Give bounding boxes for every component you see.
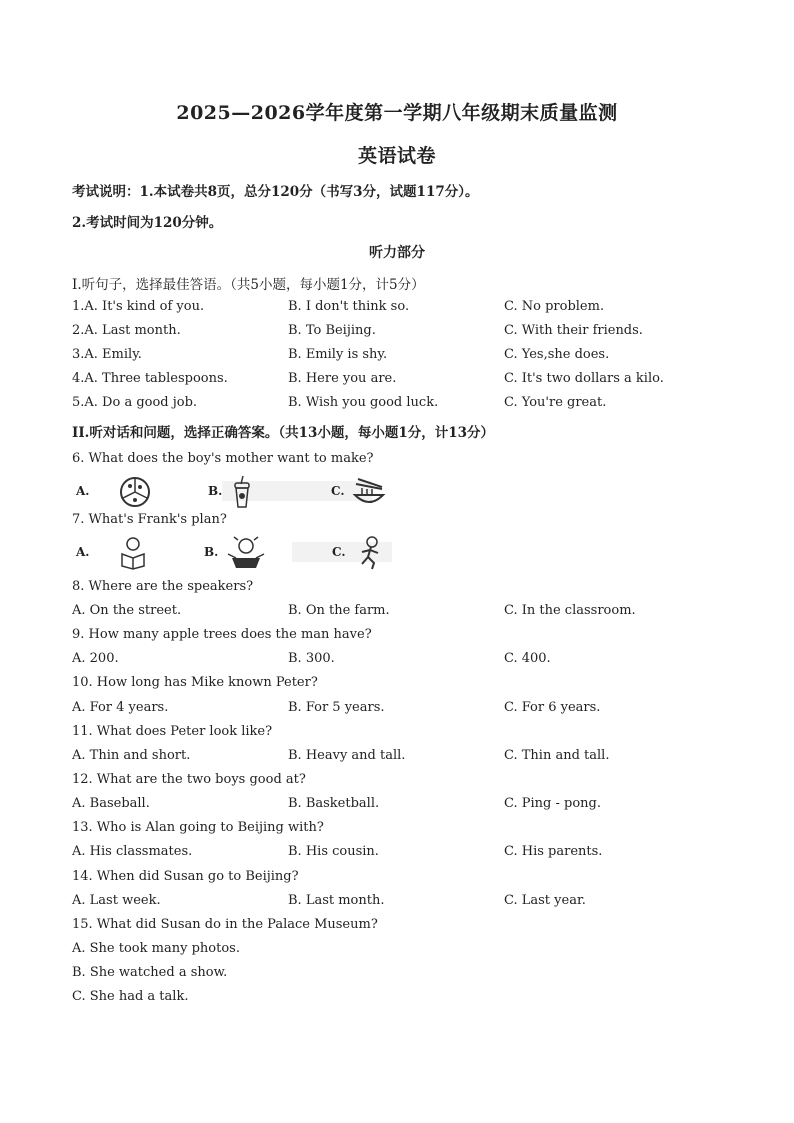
question-options [72, 796, 732, 814]
option-a-label: A. [76, 484, 90, 498]
option-a: A. Thin and short. [72, 748, 191, 763]
option-a: 5.A. Do a good job. [72, 395, 198, 410]
exam-note-2: 2.考试时间为120分钟。 [72, 215, 223, 231]
option-c: C. You're great. [504, 395, 607, 410]
option-c-label: C. [331, 484, 345, 498]
option-b: B. 300. [288, 651, 335, 666]
option-c-label: C. [332, 545, 346, 559]
option-b: B. Basketball. [288, 796, 380, 811]
option-a: A. For 4 years. [72, 700, 169, 715]
option-c: C. Last year. [504, 893, 586, 908]
option-c: C. Yes,she does. [504, 347, 610, 362]
option-a: 1.A. It's kind of you. [72, 299, 205, 314]
question-12: 12. What are the two boys good at? [72, 772, 306, 787]
pizza-icon [118, 475, 152, 509]
option-c: C. 400. [504, 651, 551, 666]
exam-title: 2025—2026学年度第一学期八年级期末质量监测 [176, 102, 618, 124]
option-b: B. She watched a show. [72, 965, 228, 980]
option-c: C. It's two dollars a kilo. [504, 371, 664, 386]
option-b: B. On the farm. [288, 603, 390, 618]
option-c: C. His parents. [504, 844, 603, 859]
option-b: B. I don't think so. [288, 299, 410, 314]
option-a-label: A. [76, 545, 90, 559]
question-options [72, 603, 732, 621]
option-c: C. With their friends. [504, 323, 643, 338]
question-row [72, 323, 732, 341]
question-options [72, 893, 732, 911]
question-8: 8. Where are the speakers? [72, 579, 254, 594]
question-6: 6. What does the boy's mother want to make? [72, 451, 374, 466]
question-row [72, 299, 732, 317]
option-a: A. His classmates. [72, 844, 193, 859]
reading-icon [118, 536, 148, 570]
option-a: A. Last week. [72, 893, 161, 908]
part1-heading: I.听句子，选择最佳答语。（共5小题，每小题1分，计5分） [72, 277, 425, 293]
option-b-label: B. [204, 545, 219, 559]
option-a: 3.A. Emily. [72, 347, 142, 362]
option-c: C. She had a talk. [72, 989, 189, 1004]
question-options [72, 748, 732, 766]
section-title: 听力部分 [369, 245, 425, 261]
option-c: C. Thin and tall. [504, 748, 610, 763]
option-b: B. Last month. [288, 893, 385, 908]
question-row [72, 371, 732, 389]
option-b: B. His cousin. [288, 844, 379, 859]
question-14: 14. When did Susan go to Beijing? [72, 869, 299, 884]
option-c: C. For 6 years. [504, 700, 601, 715]
option-a: 2.A. Last month. [72, 323, 181, 338]
option-b: B. Wish you good luck. [288, 395, 439, 410]
question-options [72, 844, 732, 862]
option-b: B. Heavy and tall. [288, 748, 406, 763]
option-c: C. In the classroom. [504, 603, 636, 618]
question-15: 15. What did Susan do in the Palace Museum? [72, 917, 378, 932]
option-a: A. Baseball. [72, 796, 150, 811]
option-b: B. For 5 years. [288, 700, 385, 715]
cooking-icon [226, 536, 266, 570]
option-b-label: B. [208, 484, 223, 498]
picture-options-q6 [72, 475, 392, 509]
question-10: 10. How long has Mike known Peter? [72, 675, 318, 690]
exam-note-1: 考试说明：1.本试卷共8页，总分120分（书写3分，试题117分）。 [72, 184, 479, 200]
question-7: 7. What's Frank's plan? [72, 512, 227, 527]
question-row [72, 395, 732, 413]
question-row [72, 347, 732, 365]
running-icon [356, 536, 384, 570]
option-b: B. Here you are. [288, 371, 397, 386]
option-a: A. She took many photos. [72, 941, 240, 956]
question-options [72, 700, 732, 718]
option-c: C. Ping - pong. [504, 796, 601, 811]
question-options [72, 651, 732, 669]
part2-heading: II.听对话和问题，选择正确答案。（共13小题，每小题1分，计13分） [72, 425, 495, 441]
milkshake-icon [230, 475, 254, 509]
exam-subtitle: 英语试卷 [357, 145, 436, 167]
option-a: A. On the street. [72, 603, 182, 618]
picture-options-q7 [72, 536, 392, 570]
option-c: C. No problem. [504, 299, 605, 314]
question-9: 9. How many apple trees does the man have? [72, 627, 372, 642]
option-a: A. 200. [72, 651, 119, 666]
option-b: B. Emily is shy. [288, 347, 388, 362]
option-a: 4.A. Three tablespoons. [72, 371, 228, 386]
noodles-icon [352, 475, 386, 509]
question-11: 11. What does Peter look like? [72, 724, 273, 739]
question-13: 13. Who is Alan going to Beijing with? [72, 820, 324, 835]
option-b: B. To Beijing. [288, 323, 376, 338]
